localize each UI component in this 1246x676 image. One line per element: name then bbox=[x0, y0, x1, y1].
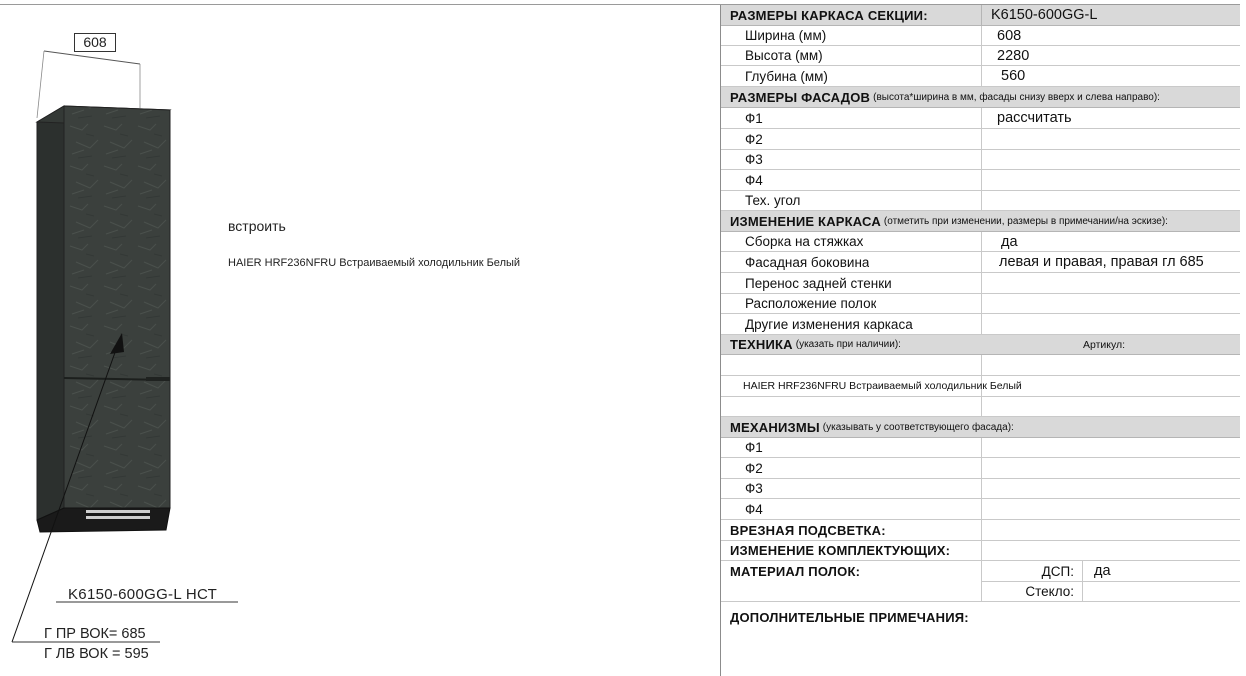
frame-changes-header bbox=[721, 211, 1240, 232]
facade-label: Ф1 bbox=[745, 110, 763, 126]
mechanism-label: Ф2 bbox=[745, 460, 763, 476]
frame-value[interactable]: 560 bbox=[1001, 68, 1026, 84]
appliances-title bbox=[730, 335, 901, 354]
frame-code: K6150-600GG-L bbox=[991, 7, 1098, 23]
dim-ext-left bbox=[37, 51, 44, 118]
facade-label: Ф4 bbox=[745, 172, 763, 188]
frame-change-row bbox=[721, 232, 1240, 252]
frame-changes-hint: (отметить при изменении, размеры в примечании/на эскизе): bbox=[883, 215, 1168, 227]
facade-row bbox=[721, 129, 1240, 150]
mechanism-row bbox=[721, 479, 1240, 499]
frame-value[interactable]: 608 bbox=[997, 27, 1022, 44]
spec-table bbox=[720, 5, 1241, 676]
components-row bbox=[721, 541, 1240, 561]
frame-changes-title bbox=[730, 211, 1168, 231]
shelves-title: МАТЕРИАЛ ПОЛОК: bbox=[730, 563, 861, 579]
facades-title bbox=[730, 87, 1160, 107]
appliances-header bbox=[721, 335, 1240, 355]
dim-line bbox=[44, 51, 140, 64]
frame-change-label: Сборка на стяжках bbox=[745, 234, 864, 249]
glass-label: Стекло: bbox=[1025, 584, 1074, 599]
door-handle bbox=[146, 377, 170, 381]
frame-change-value[interactable]: да bbox=[1001, 233, 1018, 250]
lighting-title: ВРЕЗНАЯ ПОДСВЕТКА: bbox=[730, 522, 886, 538]
mechanism-row bbox=[721, 499, 1240, 520]
facades-hint: (высота*ширина в мм, фасады снизу вверх и слева направо): bbox=[873, 91, 1160, 103]
facade-row bbox=[721, 170, 1240, 191]
shelves-row bbox=[721, 561, 1240, 602]
mechanism-label: Ф3 bbox=[745, 481, 763, 496]
frame-change-row bbox=[721, 294, 1240, 314]
frame-label: Высота (мм) bbox=[745, 48, 823, 63]
cabinet-front bbox=[64, 106, 170, 508]
frame-title: РАЗМЕРЫ КАРКАСА СЕКЦИИ: bbox=[730, 7, 928, 23]
appliance-item[interactable]: HAIER HRF236NFRU Встраиваемый холодильник Белый bbox=[743, 380, 1022, 392]
appliance-row-empty bbox=[721, 355, 1240, 376]
cabinet-side bbox=[37, 106, 64, 520]
frame-change-value[interactable]: левая и правая, правая гл 685 bbox=[999, 254, 1204, 270]
mechanism-row bbox=[721, 458, 1240, 479]
dsp-label: ДСП: bbox=[1041, 563, 1074, 579]
width-dimension: 608 bbox=[74, 33, 116, 52]
appliances-title-text: ТЕХНИКА bbox=[730, 337, 793, 352]
frame-row-width bbox=[721, 26, 1240, 46]
facade-value[interactable]: рассчитать bbox=[997, 110, 1072, 126]
frame-value[interactable]: 2280 bbox=[997, 47, 1030, 64]
mechanism-row bbox=[721, 438, 1240, 458]
vent-grille-2 bbox=[86, 516, 150, 519]
facade-label: Ф2 bbox=[745, 131, 763, 147]
install-note: встроить bbox=[228, 218, 286, 234]
facade-label: Тех. угол bbox=[745, 193, 801, 208]
frame-changes-title-text: ИЗМЕНЕНИЕ КАРКАСА bbox=[730, 213, 881, 229]
facade-row bbox=[721, 191, 1240, 211]
shelves-glass-cell bbox=[982, 582, 1240, 601]
frame-label: Ширина (мм) bbox=[745, 28, 827, 43]
frame-header bbox=[721, 5, 1240, 26]
mechanisms-hint: (указывать у соответствующего фасада): bbox=[822, 421, 1014, 433]
mechanisms-header bbox=[721, 417, 1240, 438]
frame-label: Глубина (мм) bbox=[745, 68, 828, 84]
shelves-dsp-cell bbox=[982, 561, 1240, 582]
notes-area[interactable] bbox=[721, 602, 1240, 676]
mechanism-label: Ф4 bbox=[745, 501, 763, 517]
lighting-row bbox=[721, 520, 1240, 541]
vent-grille-1 bbox=[86, 510, 150, 513]
frame-change-row bbox=[721, 273, 1240, 294]
frame-change-label: Фасадная боковина bbox=[745, 254, 870, 270]
article-label: K6150-600GG-L НСТ bbox=[68, 586, 218, 603]
side-right-depth: Г ПР ВОК= 685 bbox=[44, 626, 146, 642]
mechanism-label: Ф1 bbox=[745, 440, 763, 455]
mechanisms-title bbox=[730, 417, 1014, 437]
frame-change-label: Другие изменения каркаса bbox=[745, 316, 913, 332]
frame-change-row bbox=[721, 314, 1240, 335]
appliances-hint: (указать при наличии): bbox=[795, 339, 901, 350]
facade-label: Ф3 bbox=[745, 152, 763, 167]
components-title: ИЗМЕНЕНИЕ КОМПЛЕКТУЮЩИХ: bbox=[730, 543, 951, 558]
appliance-note: HAIER HRF236NFRU Встраиваемый холодильник Белый bbox=[228, 257, 521, 269]
facades-title-text: РАЗМЕРЫ ФАСАДОВ bbox=[730, 89, 871, 105]
facade-row bbox=[721, 150, 1240, 170]
notes-title: ДОПОЛНИТЕЛЬНЫЕ ПРИМЕЧАНИЯ: bbox=[730, 610, 969, 625]
frame-change-row bbox=[721, 252, 1240, 273]
appliance-row bbox=[721, 376, 1240, 397]
frame-change-label: Перенос задней стенки bbox=[745, 275, 892, 291]
article-column-header: Артикул: bbox=[1083, 338, 1126, 351]
frame-row-height bbox=[721, 46, 1240, 66]
facades-header bbox=[721, 87, 1240, 108]
frame-row-depth bbox=[721, 66, 1240, 87]
facade-row bbox=[721, 108, 1240, 129]
frame-change-label: Расположение полок bbox=[745, 296, 877, 311]
side-left-depth: Г ЛВ ВОК = 595 bbox=[44, 646, 149, 662]
appliance-row-empty bbox=[721, 397, 1240, 417]
mechanisms-title-text: МЕХАНИЗМЫ bbox=[730, 419, 820, 435]
dsp-value[interactable]: да bbox=[1094, 563, 1111, 579]
